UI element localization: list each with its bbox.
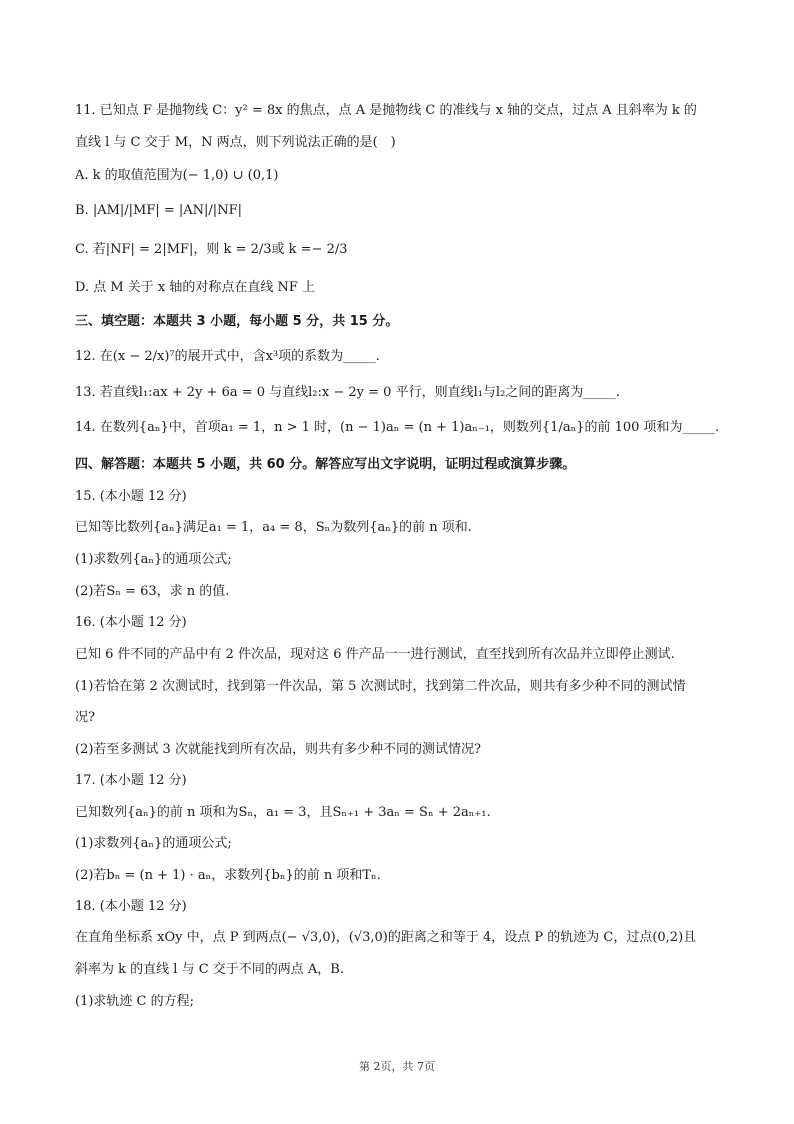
q11-option-c: C. 若|NF| = 2|MF|，则 k = 2/3或 k =− 2/3 [75, 242, 348, 257]
q15-part1: (1)求数列{aₙ}的通项公式; [75, 552, 232, 567]
q16-stem: 已知 6 件不同的产品中有 2 件次品，现对这 6 件产品一一进行测试，直至找到所有次品并立即停止测试. [75, 647, 675, 662]
q18-stem-line1: 在直角坐标系 xOy 中，点 P 到两点(− √3,0)，(√3,0)的距离之和等于 4，设点 P 的轨迹为 C，过点(0,2)且 [75, 930, 697, 945]
q17-header: 17. (本小题 12 分) [75, 773, 187, 788]
q16-part1-line2: 况? [75, 710, 95, 725]
q17-stem: 已知数列{aₙ}的前 n 项和为Sₙ，a₁ = 3，且Sₙ₊₁ + 3aₙ = Sₙ + 2aₙ₊₁. [75, 805, 491, 820]
q15-stem: 已知等比数列{aₙ}满足a₁ = 1，a₄ = 8，Sₙ为数列{aₙ}的前 n 项和. [75, 520, 472, 535]
q16-part2: (2)若至多测试 3 次就能找到所有次品，则共有多少种不同的测试情况? [75, 742, 481, 757]
q16-header: 16. (本小题 12 分) [75, 615, 187, 630]
q18-part1: (1)求轨迹 C 的方程; [75, 994, 195, 1009]
q11-option-a: A. k 的取值范围为(− 1,0) ∪ (0,1) [75, 168, 279, 183]
q12: 12. 在(x − 2/x)⁷的展开式中，含x³项的系数为_____. [75, 349, 380, 364]
q18-stem-line2: 斜率为 k 的直线 l 与 C 交于不同的两点 A，B. [75, 962, 344, 977]
q11-line1: 11. 已知点 F 是抛物线 C：y² = 8x 的焦点，点 A 是抛物线 C 的准线与 x 轴的交点，过点 A 且斜率为 k 的 [75, 103, 697, 118]
q15-header: 15. (本小题 12 分) [75, 489, 187, 504]
q17-part1: (1)求数列{aₙ}的通项公式; [75, 836, 232, 851]
q11-option-b: B. |AM|/|MF| = |AN|/|NF| [75, 203, 242, 218]
section3-heading: 三、填空题：本题共 3 小题，每小题 5 分，共 15 分。 [75, 314, 399, 329]
q11-option-d: D. 点 M 关于 x 轴的对称点在直线 NF 上 [75, 280, 316, 295]
q13: 13. 若直线l₁:ax + 2y + 6a = 0 与直线l₂:x − 2y = 0 平行，则直线l₁与l₂之间的距离为_____. [75, 385, 620, 400]
section4-heading: 四、解答题：本题共 5 小题，共 60 分。解答应写出文字说明，证明过程或演算步骤。 [75, 457, 576, 472]
q15-part2: (2)若Sₙ = 63，求 n 的值. [75, 584, 230, 599]
page-footer: 第 2页，共 7页 [359, 1060, 435, 1073]
q14: 14. 在数列{aₙ}中，首项a₁ = 1，n > 1 时，(n − 1)aₙ = (n + 1)aₙ₋₁，则数列{1/aₙ}的前 100 项和为_____. [75, 420, 720, 435]
q16-part1-line1: (1)若恰在第 2 次测试时，找到第一件次品，第 5 次测试时，找到第二件次品，则共有多少种不同的测试情 [75, 679, 686, 694]
q17-part2: (2)若bₙ = (n + 1) · aₙ，求数列{bₙ}的前 n 项和Tₙ. [75, 868, 381, 883]
q18-header: 18. (本小题 12 分) [75, 899, 187, 914]
q11-line2: 直线 l 与 C 交于 M，N 两点，则下列说法正确的是( ) [75, 135, 396, 150]
